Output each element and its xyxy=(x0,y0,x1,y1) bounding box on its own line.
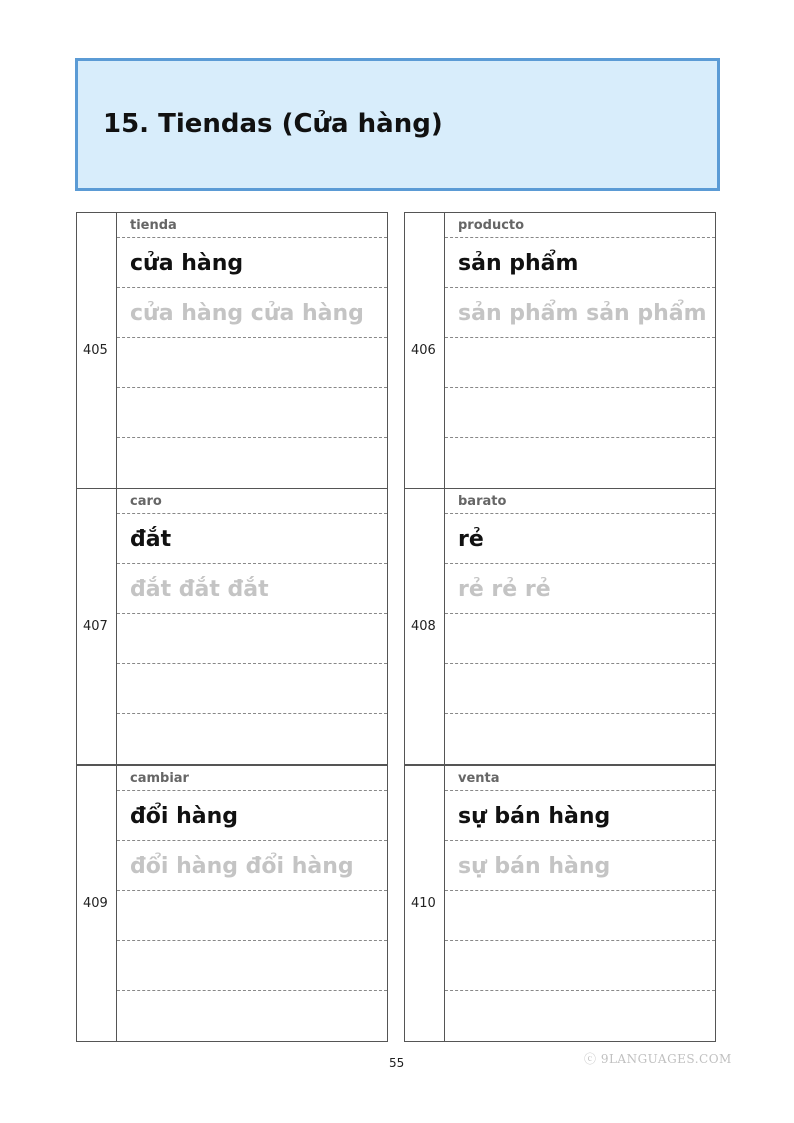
page-title: 15. Tiendas (Cửa hàng) xyxy=(103,109,443,139)
spanish-row xyxy=(117,766,387,791)
blank-practice-row xyxy=(117,991,387,1041)
number-column xyxy=(77,213,117,488)
vocab-card xyxy=(404,765,716,1042)
tracing-text: đổi hàng đổi hàng xyxy=(130,854,354,879)
vocab-card xyxy=(76,765,388,1042)
word-number: 408 xyxy=(411,619,436,634)
spanish-word: tienda xyxy=(130,218,177,233)
blank-practice-row xyxy=(445,338,715,388)
trace-row xyxy=(445,841,715,891)
vietnamese-word: rẻ xyxy=(458,527,484,552)
vietnamese-word: đổi hàng xyxy=(130,804,238,829)
word-row xyxy=(117,514,387,564)
blank-practice-row xyxy=(445,941,715,991)
tracing-text: sản phẩm sản phẩm xyxy=(458,301,707,326)
vietnamese-word: đắt xyxy=(130,527,172,552)
blank-practice-row xyxy=(117,891,387,941)
trace-row xyxy=(117,841,387,891)
blank-practice-row xyxy=(445,664,715,714)
number-column xyxy=(77,766,117,1041)
spanish-word: venta xyxy=(458,771,500,786)
word-row xyxy=(117,238,387,288)
word-number: 405 xyxy=(83,343,108,358)
vocab-card xyxy=(76,212,388,489)
number-column xyxy=(405,766,445,1041)
blank-practice-row xyxy=(117,664,387,714)
blank-practice-row xyxy=(445,991,715,1041)
word-number: 410 xyxy=(411,896,436,911)
trace-row xyxy=(445,564,715,614)
spanish-row xyxy=(117,213,387,238)
header-box xyxy=(75,58,720,191)
vietnamese-word: sản phẩm xyxy=(458,251,579,276)
tracing-text: cửa hàng cửa hàng xyxy=(130,301,364,326)
blank-practice-row xyxy=(445,614,715,664)
blank-practice-row xyxy=(445,388,715,438)
vocab-card xyxy=(404,212,716,489)
word-row xyxy=(445,514,715,564)
vietnamese-word: cửa hàng xyxy=(130,251,244,276)
word-number: 409 xyxy=(83,896,108,911)
copyright-notice: ⓒ 9LANGUAGES.COM xyxy=(584,1052,732,1066)
word-row xyxy=(445,238,715,288)
spanish-word: cambiar xyxy=(130,771,189,786)
trace-row xyxy=(117,288,387,338)
page-number: 55 xyxy=(389,1056,405,1070)
vocab-card xyxy=(76,488,388,765)
tracing-text: đắt đắt đắt xyxy=(130,577,269,602)
blank-practice-row xyxy=(117,388,387,438)
vietnamese-word: sự bán hàng xyxy=(458,804,611,829)
spanish-row xyxy=(445,213,715,238)
tracing-text: sự bán hàng xyxy=(458,854,611,879)
number-column xyxy=(77,489,117,764)
spanish-word: barato xyxy=(458,494,507,509)
spanish-row xyxy=(445,766,715,791)
blank-practice-row xyxy=(117,438,387,488)
blank-practice-row xyxy=(445,891,715,941)
word-row xyxy=(117,791,387,841)
word-number: 406 xyxy=(411,343,436,358)
vocab-card xyxy=(404,488,716,765)
number-column xyxy=(405,489,445,764)
word-number: 407 xyxy=(83,619,108,634)
blank-practice-row xyxy=(117,714,387,764)
blank-practice-row xyxy=(117,338,387,388)
tracing-text: rẻ rẻ rẻ xyxy=(458,577,551,602)
blank-practice-row xyxy=(445,714,715,764)
spanish-word: caro xyxy=(130,494,162,509)
spanish-word: producto xyxy=(458,218,525,233)
blank-practice-row xyxy=(117,941,387,991)
spanish-row xyxy=(445,489,715,514)
blank-practice-row xyxy=(117,614,387,664)
trace-row xyxy=(445,288,715,338)
trace-row xyxy=(117,564,387,614)
spanish-row xyxy=(117,489,387,514)
word-row xyxy=(445,791,715,841)
number-column xyxy=(405,213,445,488)
blank-practice-row xyxy=(445,438,715,488)
